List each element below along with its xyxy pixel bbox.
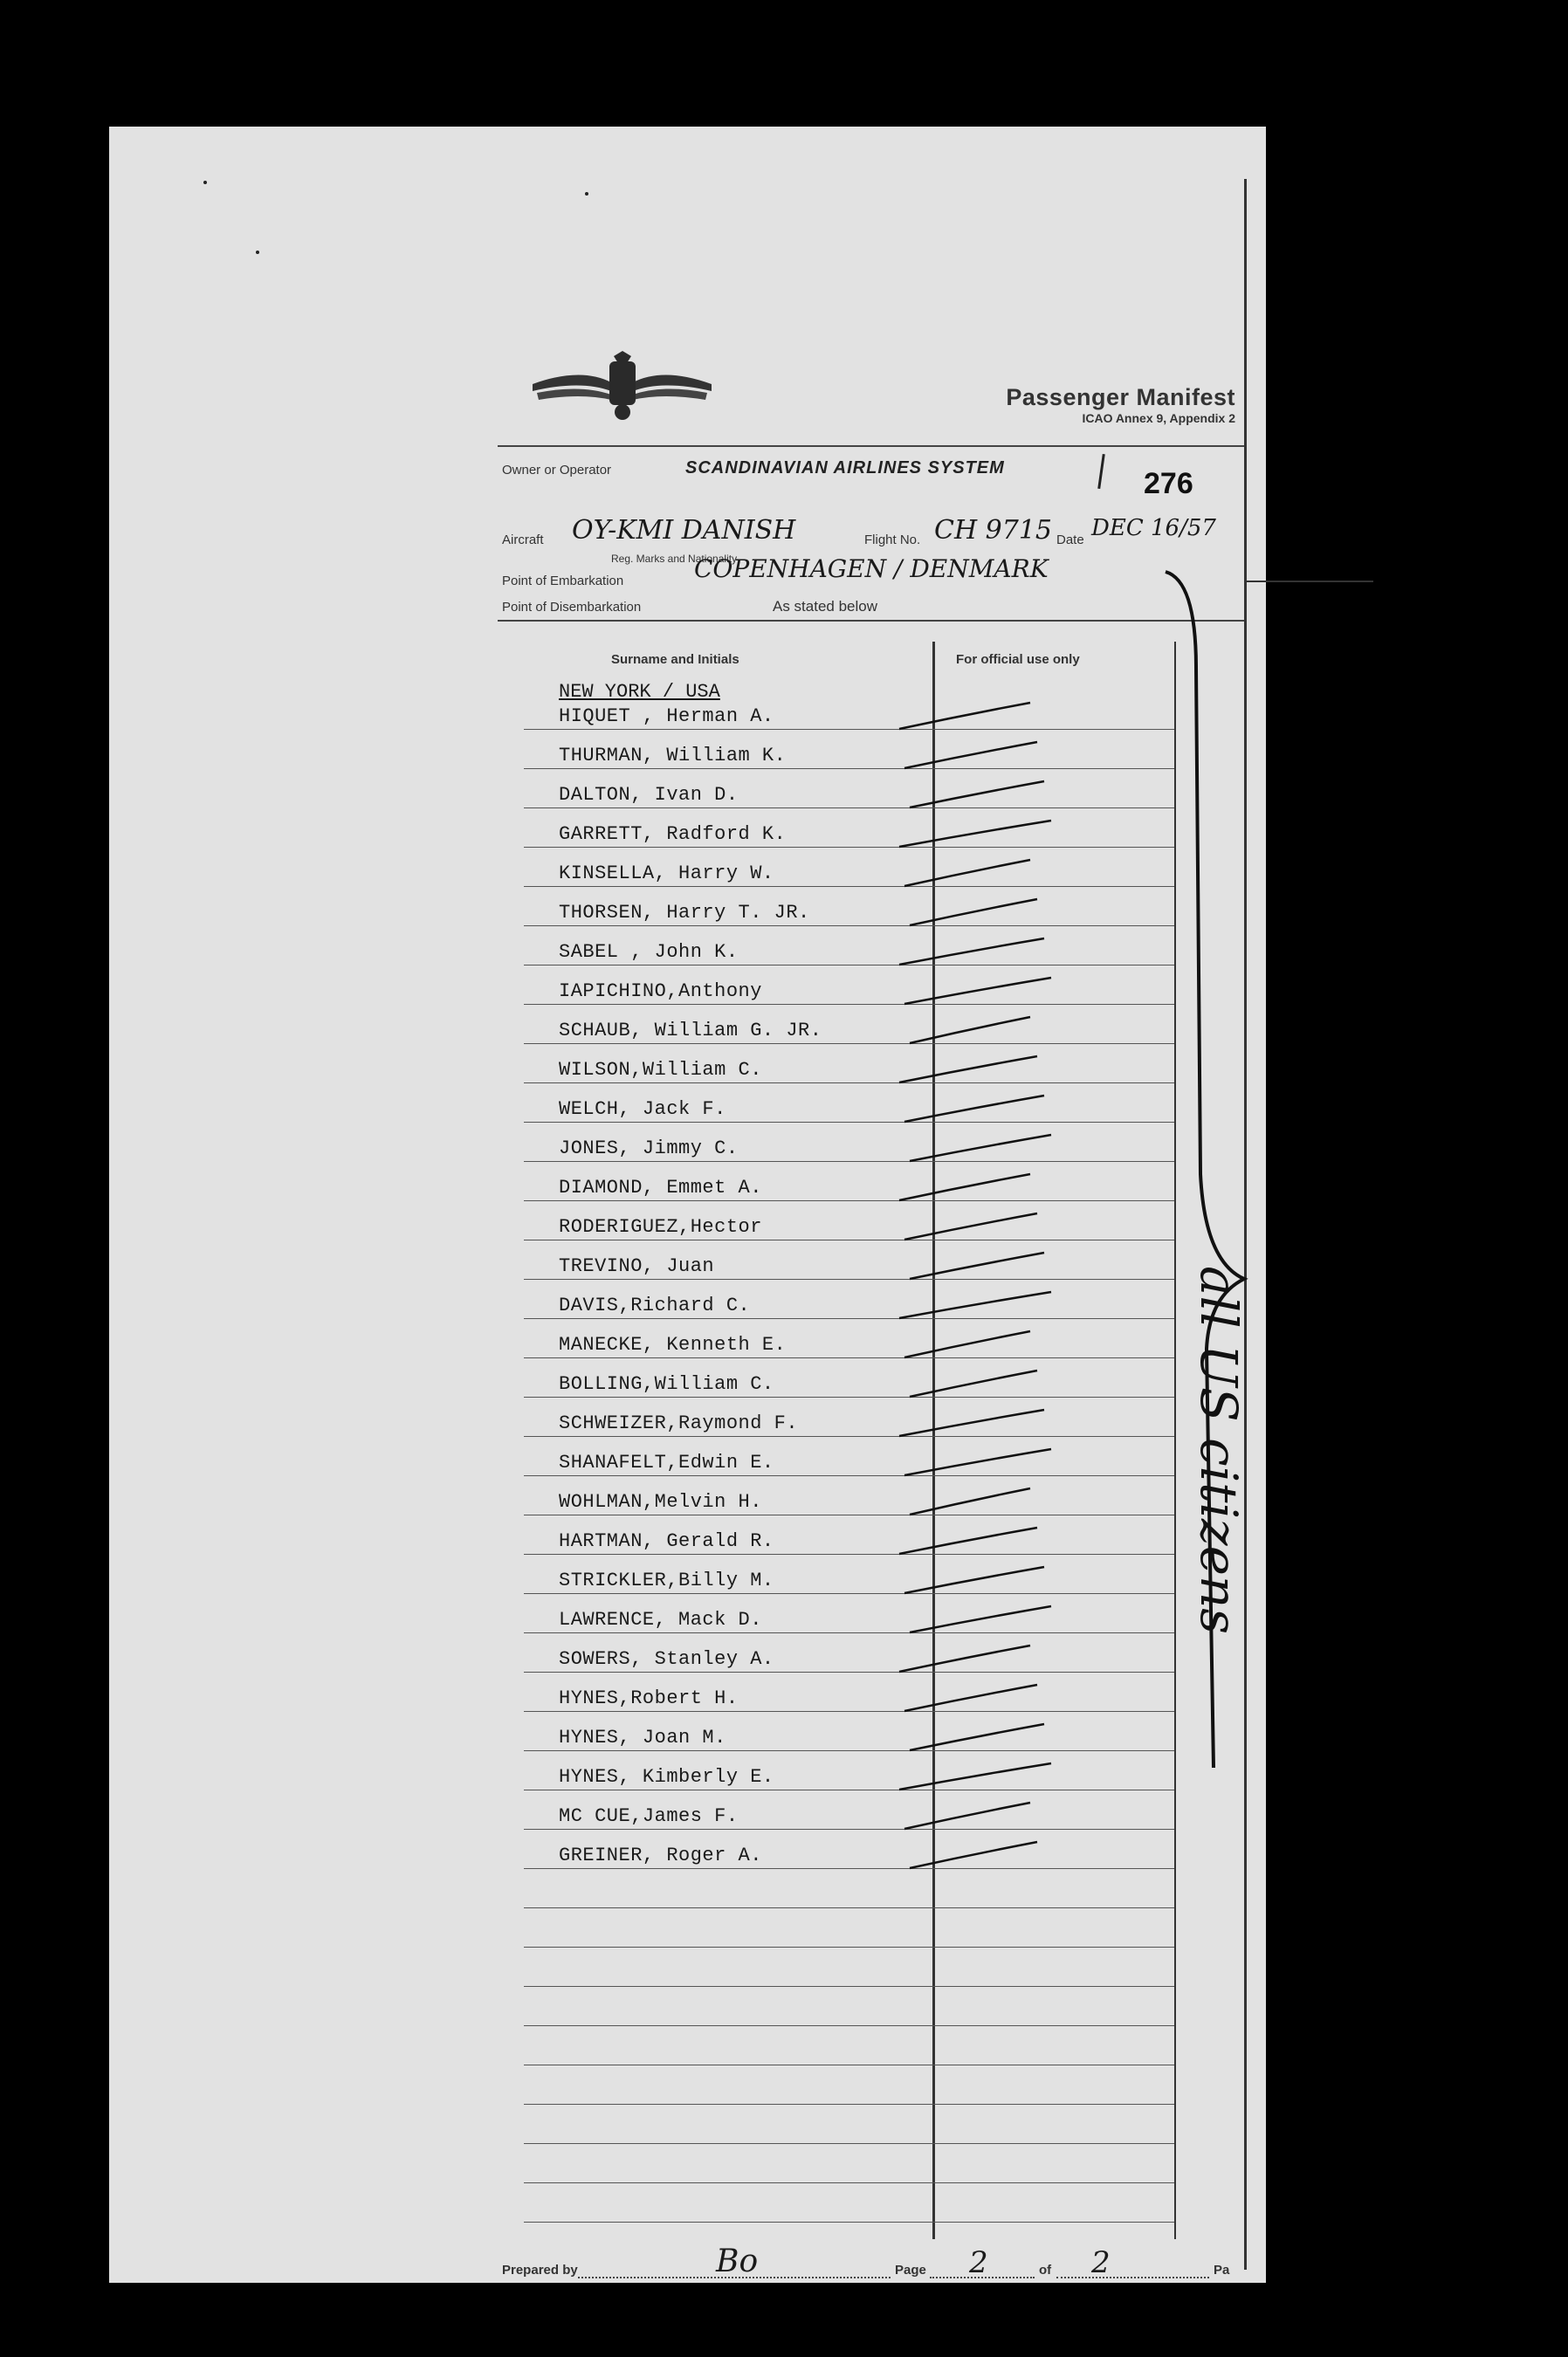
page-value: 2 [969,2245,988,2280]
row-rule [524,729,1174,730]
date-value: DEC 16/57 [1091,515,1216,541]
row-rule [524,886,1174,887]
passenger-entry: HARTMAN, Gerald R. [559,1530,774,1552]
row-rule [524,2025,1174,2026]
page-label: Page [895,2263,926,2278]
passenger-entry: WOHLMAN,Melvin H. [559,1491,762,1513]
row-rule [524,1711,1174,1712]
reg-marks-label: Reg. Marks and Nationality [611,553,738,565]
passenger-entry: MC CUE,James F. [559,1805,739,1827]
passenger-entry: STRICKLER,Billy M. [559,1570,774,1591]
form-subtitle: ICAO Annex 9, Appendix 2 [1082,411,1235,425]
aircraft-value: OY-KMI DANISH [572,515,796,546]
row-rule [524,1947,1174,1948]
flight-label: Flight No. [864,533,921,547]
passenger-entry: HYNES,Robert H. [559,1687,739,1709]
passenger-entry: HYNES, Joan M. [559,1727,726,1749]
side-note-all-us-citizens: all US citizens [1189,1266,1248,1635]
row-rule [524,768,1174,769]
date-label: Date [1056,533,1084,547]
row-rule [524,1357,1174,1358]
owner-label: Owner or Operator [502,463,612,478]
embark-label: Point of Embarkation [502,574,624,588]
row-rule [524,1122,1174,1123]
owner-value: SCANDINAVIAN AIRLINES SYSTEM [685,458,1005,478]
of-label: of [1039,2263,1052,2278]
manifest-number: 276 [1144,467,1193,500]
sas-wings-logo-icon [528,349,716,428]
title-block [1006,384,1235,425]
column-divider [932,642,935,2239]
passenger-entry: SCHAUB, William G. JR. [559,1020,822,1041]
header-surname: Surname and Initials [611,652,739,667]
row-rule [524,1161,1174,1162]
passenger-entry: BOLLING,William C. [559,1373,774,1395]
header-official-use: For official use only [956,652,1080,667]
header-rule [498,445,1244,447]
passenger-table [498,642,1176,2239]
row-rule [524,1279,1174,1280]
form-footer [498,2244,1244,2287]
manifest-form [498,179,1247,2280]
passenger-entry: DALTON, Ivan D. [559,784,739,806]
passenger-entry: DIAMOND, Emmet A. [559,1177,762,1199]
passenger-entry: SOWERS, Stanley A. [559,1648,774,1670]
disembark-value: As stated below [773,598,878,615]
row-rule [524,1632,1174,1633]
passenger-entry: MANECKE, Kenneth E. [559,1334,787,1356]
aircraft-label: Aircraft [502,533,544,547]
row-rule [524,807,1174,808]
row-rule [524,1672,1174,1673]
of-dotline [1056,2277,1209,2278]
passenger-entry: SABEL , John K. [559,941,739,963]
row-rule [524,2222,1174,2223]
passenger-entry: GREINER, Roger A. [559,1845,762,1866]
row-rule [524,1200,1174,1201]
row-rule [524,1436,1174,1437]
passenger-entry: THURMAN, William K. [559,745,787,766]
passenger-entry: HYNES, Kimberly E. [559,1766,774,1788]
passenger-entry: HIQUET , Herman A. [559,705,774,727]
hand-stroke [1097,454,1105,489]
passenger-entry: IAPICHINO,Anthony [559,980,762,1002]
embark-value: COPENHAGEN / DENMARK [694,554,1049,583]
destination-label: NEW YORK / USA [559,681,720,703]
form-title: Passenger Manifest [1006,384,1235,410]
passenger-entry: WILSON,William C. [559,1059,762,1081]
header-bottom-rule [498,620,1244,622]
passenger-entry: SHANAFELT,Edwin E. [559,1452,774,1474]
row-rule [524,1554,1174,1555]
row-rule [524,1829,1174,1830]
prepared-value: Bo [716,2244,759,2279]
passenger-entry: DAVIS,Richard C. [559,1295,751,1316]
passenger-entry: JONES, Jimmy C. [559,1137,739,1159]
flight-value: CH 9715 [934,515,1052,546]
row-rule [524,1750,1174,1751]
passenger-entry: WELCH, Jack F. [559,1098,726,1120]
passenger-entry: KINSELLA, Harry W. [559,862,774,884]
row-rule [524,1986,1174,1987]
row-rule [524,1397,1174,1398]
row-rule [524,1593,1174,1594]
trailing-label: Pa [1214,2263,1230,2278]
disembark-label: Point of Disembarkation [502,600,642,615]
row-rule [524,1082,1174,1083]
row-rule [524,2143,1174,2144]
row-rule [524,847,1174,848]
passenger-entry: TREVINO, Juan [559,1255,715,1277]
passenger-entry: LAWRENCE, Mack D. [559,1609,762,1631]
passenger-entry: THORSEN, Harry T. JR. [559,902,810,924]
passenger-entry: RODERIGUEZ,Hector [559,1216,762,1238]
row-rule [524,2182,1174,2183]
row-rule [524,1868,1174,1869]
of-value: 2 [1091,2245,1111,2280]
row-rule [524,1318,1174,1319]
row-rule [524,925,1174,926]
passenger-entry: GARRETT, Radford K. [559,823,787,845]
dust-speck [256,251,259,254]
prepared-label: Prepared by [502,2263,578,2278]
passenger-entry: SCHWEIZER,Raymond F. [559,1412,799,1434]
row-rule [524,1475,1174,1476]
manifest-page [109,127,1266,2283]
row-rule [524,1043,1174,1044]
row-rule [524,1004,1174,1005]
row-rule [524,1907,1174,1908]
row-rule [524,2104,1174,2105]
form-header [498,179,1244,624]
dust-speck [203,181,207,184]
